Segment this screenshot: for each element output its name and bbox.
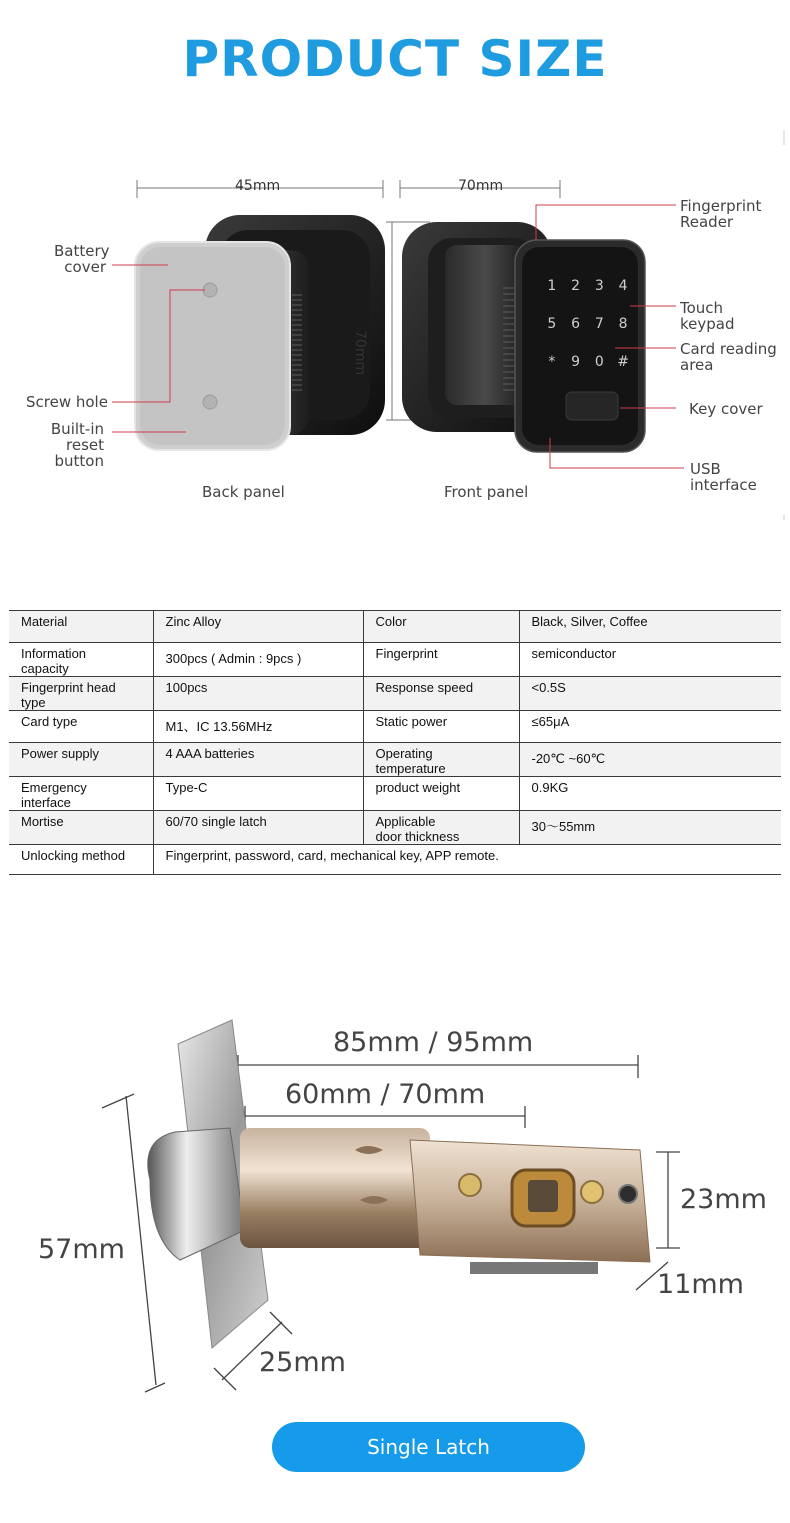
label-screw-hole: Screw hole — [26, 393, 108, 411]
table-row — [9, 611, 781, 643]
spec-label: Response speed — [363, 677, 519, 711]
table-row — [9, 777, 781, 811]
spec-label: Fingerprint — [363, 643, 519, 677]
spec-label: Color — [363, 611, 519, 643]
table-row — [9, 811, 781, 845]
dim-label-70mm-height: 70mm — [352, 330, 368, 376]
latch-cylinder — [240, 1128, 430, 1248]
spec-value: 30～55mm — [519, 811, 781, 845]
keypad-key: 3 — [594, 278, 604, 294]
keypad-key: # — [617, 354, 629, 370]
key-cover-slot — [566, 392, 618, 420]
dim-label-57mm: 57mm — [38, 1234, 125, 1265]
keypad-key: 6 — [571, 316, 581, 332]
spec-value: 300pcs ( Admin : 9pcs ) — [153, 643, 363, 677]
label-key-cover: Key cover — [689, 400, 763, 418]
spec-value: Type-C — [153, 777, 363, 811]
screw-hole-icon — [203, 283, 217, 297]
label-usb-interface: USB interface — [690, 460, 757, 494]
keypad-key: 8 — [618, 316, 628, 332]
spec-label: Unlocking method — [9, 845, 153, 875]
spec-value: Zinc Alloy — [153, 611, 363, 643]
table-row — [9, 677, 781, 711]
dim-label-60-70mm: 60mm / 70mm — [285, 1079, 486, 1110]
spec-value: 4 AAA batteries — [153, 743, 363, 777]
keypad-key: * — [548, 354, 556, 370]
table-row — [9, 743, 781, 777]
dim-label-11mm: 11mm — [657, 1269, 744, 1300]
caption-front-panel: Front panel — [444, 483, 529, 501]
spec-label: Operating temperature — [363, 743, 519, 777]
keypad-key: 9 — [571, 354, 581, 370]
keypad-key: 1 — [547, 278, 557, 294]
keypad-key: 4 — [618, 278, 628, 294]
dim-label-25mm: 25mm — [259, 1347, 346, 1378]
spec-value: 100pcs — [153, 677, 363, 711]
spec-value: Black, Silver, Coffee — [519, 611, 781, 643]
table-row — [9, 845, 781, 875]
spec-label: product weight — [363, 777, 519, 811]
keypad-key: 2 — [571, 278, 581, 294]
lock-diagram — [0, 120, 790, 520]
dim-line-57 — [126, 1096, 156, 1385]
single-latch-badge: Single Latch — [272, 1422, 585, 1472]
spec-label: Information capacity — [9, 643, 153, 677]
latch-diagram — [0, 1000, 790, 1410]
label-battery-cover: Battery cover — [54, 242, 110, 276]
dim-label-23mm: 23mm — [680, 1184, 767, 1215]
spec-label: Static power — [363, 711, 519, 743]
spec-label: Fingerprint head type — [9, 677, 153, 711]
spec-value: ≤65μA — [519, 711, 781, 743]
label-fingerprint-reader: Fingerprint Reader — [680, 197, 762, 231]
back-panel-lock — [112, 215, 385, 450]
keypad — [540, 278, 635, 388]
spec-value: -20℃ ~60℃ — [519, 743, 781, 777]
caption-back-panel: Back panel — [202, 483, 285, 501]
dim-label-45mm: 45mm — [235, 178, 281, 194]
spec-label: Material — [9, 611, 153, 643]
spec-value: 60/70 single latch — [153, 811, 363, 845]
label-touch-keypad: Touch keypad — [680, 299, 735, 333]
table-row — [9, 711, 781, 743]
label-card-reading-area: Card reading area — [680, 340, 777, 374]
dim-label-85-95mm: 85mm / 95mm — [333, 1027, 534, 1058]
spec-label: Applicable door thickness — [363, 811, 519, 845]
spec-label: Mortise — [9, 811, 153, 845]
dim-label-70mm-width: 70mm — [458, 178, 504, 194]
page-title: PRODUCT SIZE — [182, 30, 608, 88]
keypad-key: 5 — [547, 316, 557, 332]
spec-value: <0.5S — [519, 677, 781, 711]
spec-value: 0.9KG — [519, 777, 781, 811]
spec-table — [9, 610, 781, 875]
keypad-key: 0 — [594, 354, 604, 370]
spec-label: Emergency interface — [9, 777, 153, 811]
spec-label: Card type — [9, 711, 153, 743]
table-row — [9, 643, 781, 677]
spec-value: Fingerprint, password, card, mechanical key, APP remote. — [153, 845, 781, 875]
spec-label: Power supply — [9, 743, 153, 777]
label-reset-button: Built-in reset button — [50, 420, 104, 470]
keypad-key: 7 — [594, 316, 604, 332]
spec-value: M1、IC 13.56MHz — [153, 711, 363, 743]
spec-value: semiconductor — [519, 643, 781, 677]
